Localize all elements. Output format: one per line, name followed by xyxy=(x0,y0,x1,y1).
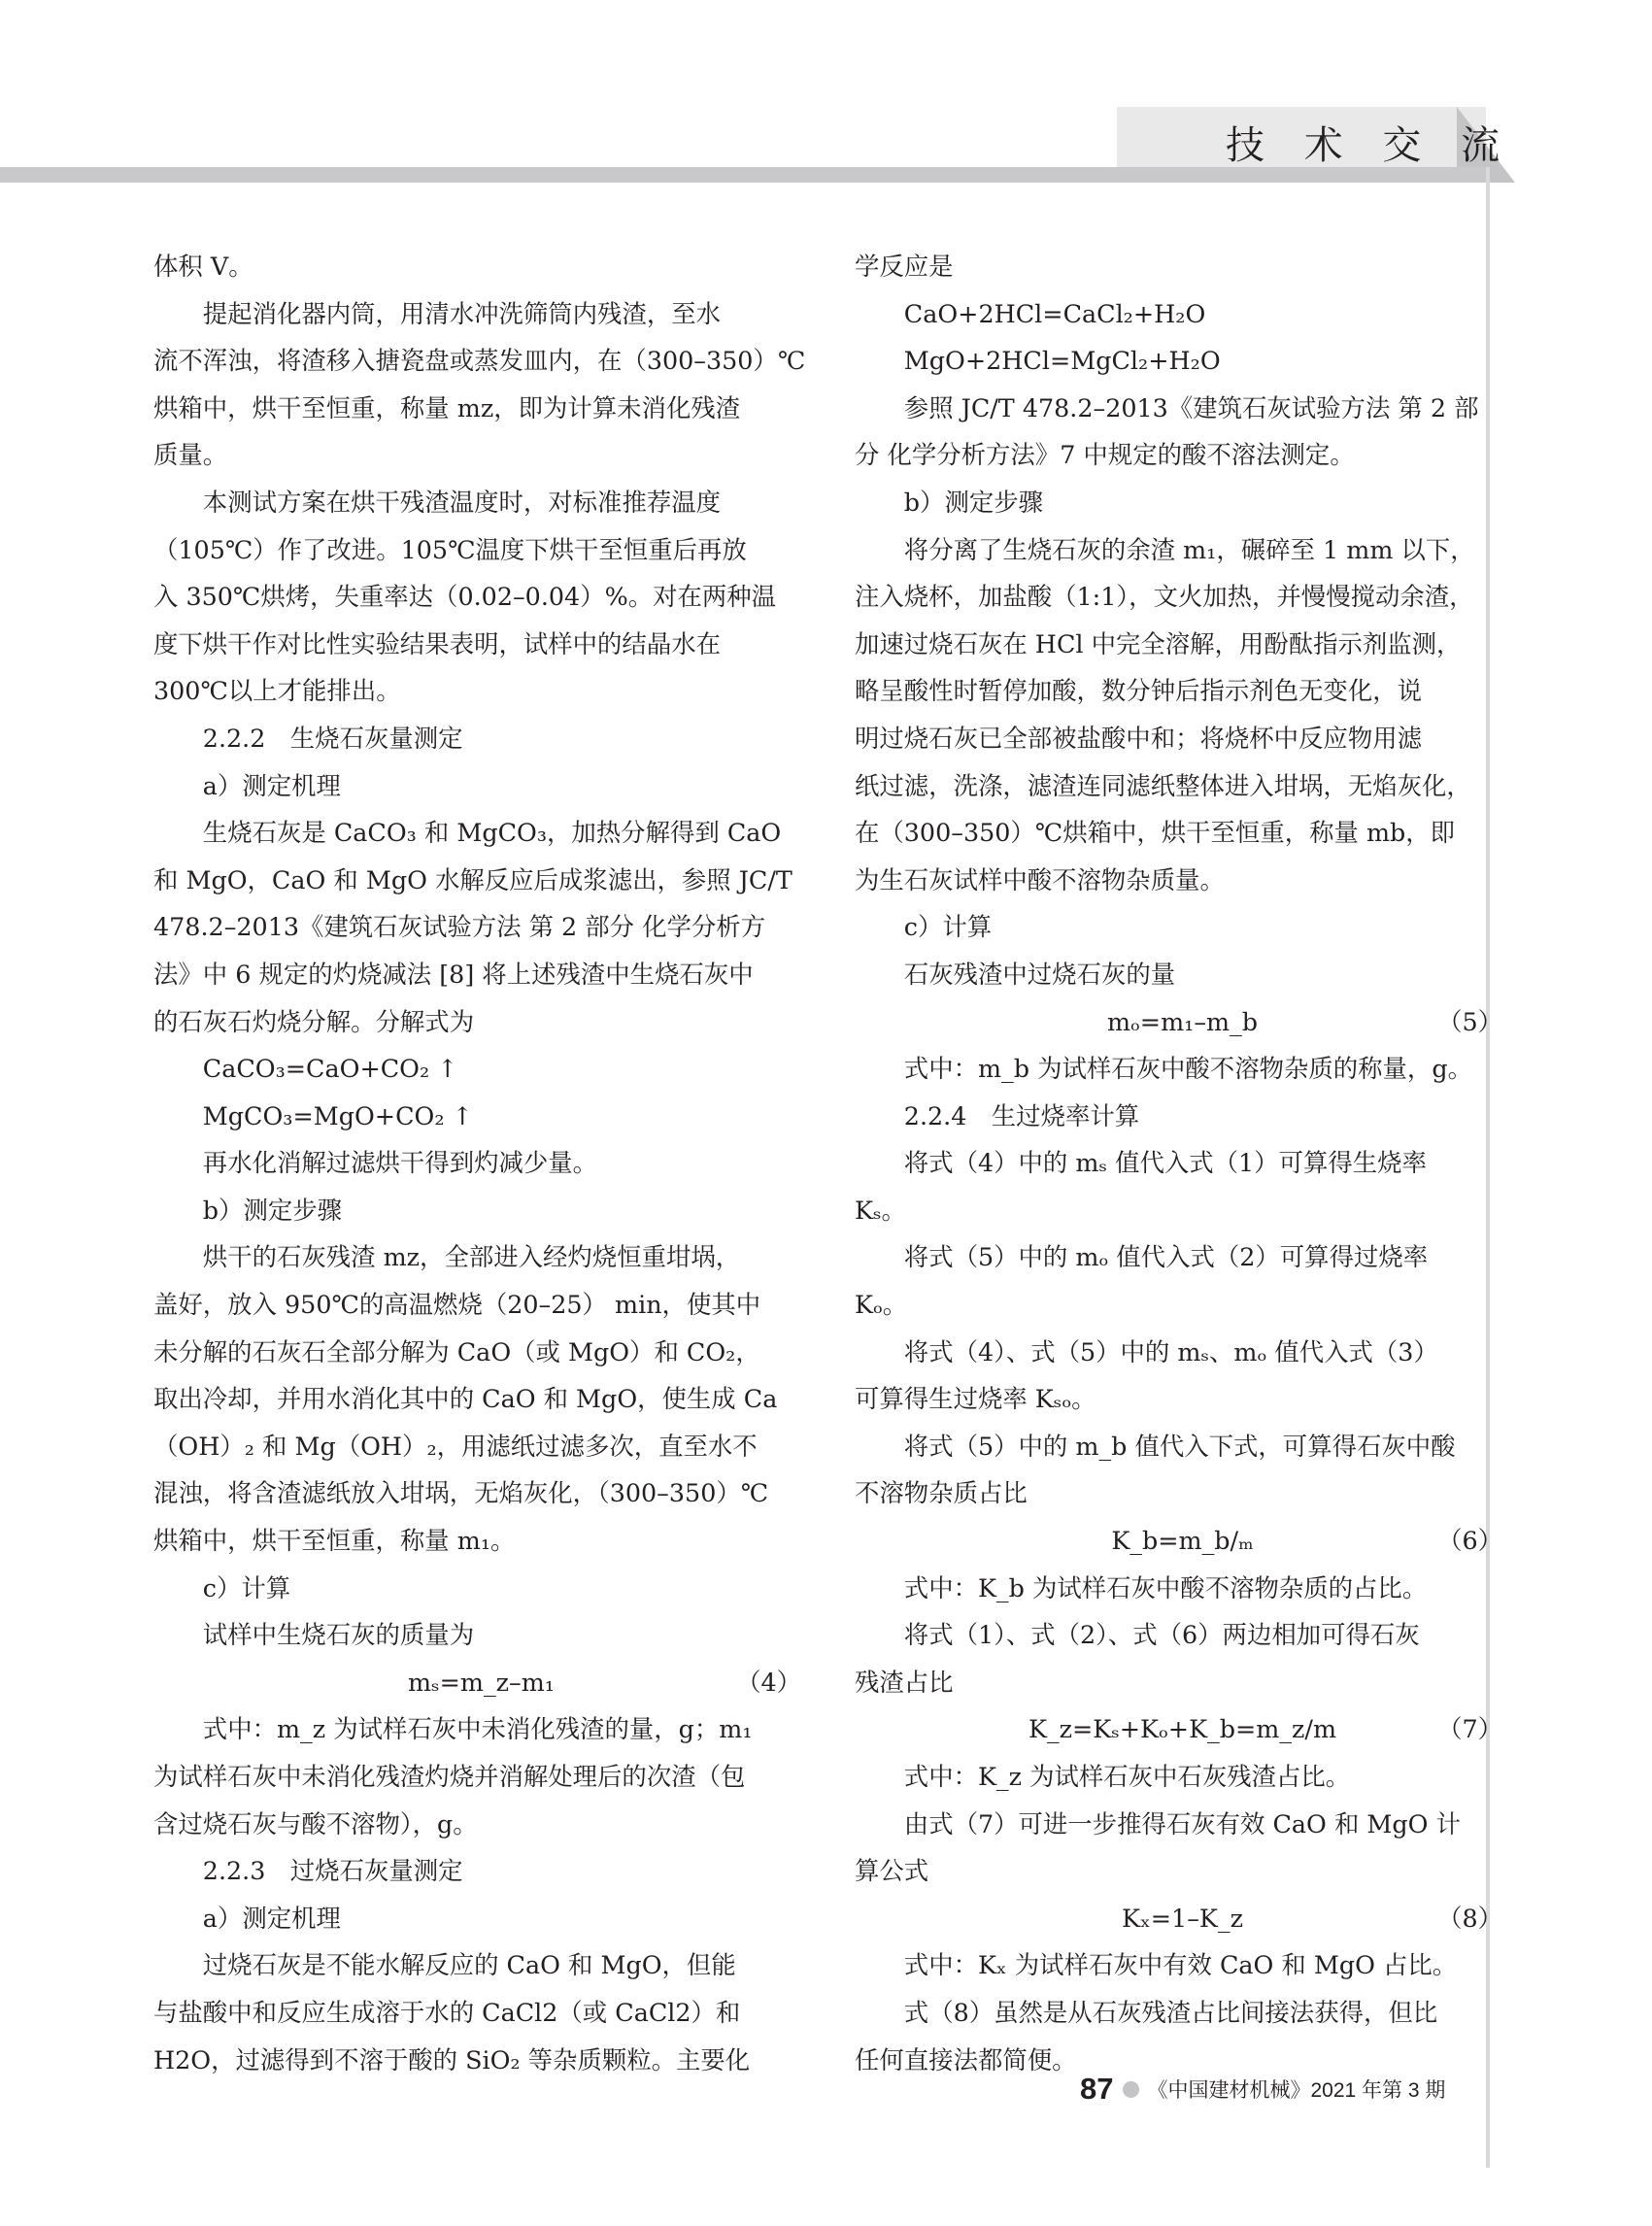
page-number: 87 xyxy=(1080,2072,1114,2106)
text-line: 烘箱中，烘干至恒重，称量 mz，即为计算未消化残渣 xyxy=(153,392,741,422)
text-line: 本测试方案在烘干残渣温度时，对标准推荐温度 xyxy=(202,487,721,517)
text-line: 烘箱中，烘干至恒重，称量 m₁。 xyxy=(153,1526,516,1556)
text-line: 参照 JC/T 478.2–2013《建筑石灰试验方法 第 2 部 xyxy=(903,392,1479,422)
text-line: 残渣占比 xyxy=(855,1667,954,1697)
text-line: 与盐酸中和反应生成溶于水的 CaCl2（或 CaCl2）和 xyxy=(153,1997,741,2027)
text-line: 为试样石灰中未消化残渣灼烧并消解处理后的次渣（包 xyxy=(153,1762,746,1791)
text-line: 2.2.2 生烧石灰量测定 xyxy=(202,723,463,753)
text-line: 将式（1）、式（2）、式（6）两边相加可得石灰 xyxy=(903,1620,1420,1650)
text-line: 略呈酸性时暂停加酸，数分钟后指示剂色无变化，说 xyxy=(855,676,1422,706)
equation-line xyxy=(855,998,1510,1046)
text-line: 质量。 xyxy=(153,440,228,470)
text-line: 2.2.4 生过烧率计算 xyxy=(903,1100,1140,1130)
text-line: 注入烧杯，加盐酸（1:1），文火加热，并慢慢搅动余渣， xyxy=(855,582,1474,612)
text-line: 烘干的石灰残渣 mz，全部进入经灼烧恒重坩埚， xyxy=(202,1242,741,1272)
equation-line xyxy=(153,1659,809,1706)
equation: Kₓ=1–K_z xyxy=(1122,1903,1243,1933)
text-line: 盖好，放入 950℃的高温燃烧（20–25） min，使其中 xyxy=(153,1290,761,1320)
text-line: 明过烧石灰已全部被盐酸中和；将烧杯中反应物用滤 xyxy=(855,723,1422,753)
text-line: 可算得生过烧率 Kₛₒ。 xyxy=(855,1384,1096,1414)
text-line: 任何直接法都简便。 xyxy=(855,2044,1077,2074)
equation-number: （5） xyxy=(1437,1006,1502,1036)
text-line: 石灰残渣中过烧石灰的量 xyxy=(903,959,1176,989)
text-line: 式（8）虽然是从石灰残渣占比间接法获得，但比 xyxy=(903,1997,1438,2027)
text-line: c）计算 xyxy=(202,1572,291,1602)
text-line: a）测定机理 xyxy=(202,770,341,800)
text-line: 分 化学分析方法》7 中规定的酸不溶法测定。 xyxy=(855,440,1355,470)
text-line: 含过烧石灰与酸不溶物），g。 xyxy=(153,1808,478,1838)
text-line: MgO+2HCl=MgCl₂+H₂O xyxy=(903,346,1221,376)
text-line: 体积 V。 xyxy=(153,252,253,281)
text-line: b）测定步骤 xyxy=(903,487,1044,517)
equation: K_z=Kₛ+Kₒ+K_b=m_z/m xyxy=(1028,1714,1337,1744)
equation-line xyxy=(855,1895,1510,1942)
equation-number: （7） xyxy=(1437,1714,1502,1744)
text-line: 流不浑浊，将渣移入搪瓷盘或蒸发皿内，在（300–350）℃ xyxy=(153,346,806,376)
text-line: （105℃）作了改进。105℃温度下烘干至恒重后再放 xyxy=(153,534,747,564)
text-line: MgCO₃=MgO+CO₂ ↑ xyxy=(202,1100,473,1130)
text-line: 试样中生烧石灰的质量为 xyxy=(202,1620,475,1650)
left-column xyxy=(153,243,809,2083)
text-line: 入 350℃烘烤，失重率达（0.02–0.04）%。对在两种温 xyxy=(153,582,777,612)
text-line: 生烧石灰是 CaCO₃ 和 MgCO₃，加热分解得到 CaO xyxy=(202,818,782,848)
text-line: CaCO₃=CaO+CO₂ ↑ xyxy=(202,1054,458,1084)
text-line: 式中：K_z 为试样石灰中石灰残渣占比。 xyxy=(903,1762,1351,1791)
text-line: 混浊，将含渣滤纸放入坩埚，无焰灰化，（300–350）℃ xyxy=(153,1478,769,1508)
text-line: 由式（7）可进一步推得石灰有效 CaO 和 MgO 计 xyxy=(903,1808,1461,1838)
text-line: 将分离了生烧石灰的余渣 m₁，碾碎至 1 mm 以下， xyxy=(903,534,1475,564)
text-line: 算公式 xyxy=(855,1856,929,1886)
text-line: 2.2.3 过烧石灰量测定 xyxy=(202,1856,463,1886)
text-line: 不溶物杂质占比 xyxy=(855,1478,1028,1508)
equation-line xyxy=(855,1517,1510,1565)
equation-number: （8） xyxy=(1437,1903,1502,1933)
text-line: 度下烘干作对比性实验结果表明，试样中的结晶水在 xyxy=(153,628,721,658)
text-line: 在（300–350）℃烘箱中，烘干至恒重，称量 mb，即 xyxy=(855,818,1456,848)
text-line: b）测定步骤 xyxy=(202,1195,343,1225)
text-line: 式中：m_b 为试样石灰中酸不溶物杂质的称量，g。 xyxy=(903,1054,1472,1084)
text-line: 式中：Kₓ 为试样石灰中有效 CaO 和 MgO 占比。 xyxy=(903,1950,1458,1980)
text-line: 法》中 6 规定的灼烧减法 [8] 将上述残渣中生烧石灰中 xyxy=(153,959,754,989)
footer-dot-icon xyxy=(1123,2081,1139,2098)
equation-number: （6） xyxy=(1437,1526,1502,1556)
text-line: 将式（5）中的 m_b 值代入下式，可算得石灰中酸 xyxy=(903,1431,1456,1461)
text-line: 将式（5）中的 mₒ 值代入式（2）可算得过烧率 xyxy=(903,1242,1429,1272)
equation: mₛ=m_z–m₁ xyxy=(407,1667,555,1697)
text-line: H2O，过滤得到不溶于酸的 SiO₂ 等杂质颗粒。主要化 xyxy=(153,2044,751,2074)
text-line: 学反应是 xyxy=(855,252,954,281)
text-line: 加速过烧石灰在 HCl 中完全溶解，用酚酞指示剂监测， xyxy=(855,628,1462,658)
text-line: （OH）₂ 和 Mg（OH）₂，用滤纸过滤多次，直至水不 xyxy=(153,1431,758,1461)
text-line: 的石灰石灼烧分解。分解式为 xyxy=(153,1006,475,1036)
text-line: 478.2–2013《建筑石灰试验方法 第 2 部分 化学分析方 xyxy=(153,912,766,942)
equation: mₒ=m₁–m_b xyxy=(1106,1006,1259,1036)
text-line: 为生石灰试样中酸不溶物杂质量。 xyxy=(855,864,1225,894)
text-line: 未分解的石灰石全部分解为 CaO（或 MgO）和 CO₂， xyxy=(153,1336,760,1366)
text-line: 式中：K_b 为试样石灰中酸不溶物杂质的占比。 xyxy=(903,1572,1428,1602)
text-line: 式中：m_z 为试样石灰中未消化残渣的量，g；m₁ xyxy=(202,1714,753,1744)
text-line: 将式（4）、式（5）中的 mₛ、mₒ 值代入式（3） xyxy=(903,1336,1438,1366)
text-line: 纸过滤，洗涤，滤渣连同滤纸整体进入坩埚，无焰灰化， xyxy=(855,770,1471,800)
page-footer xyxy=(1080,2072,1445,2107)
text-line: 将式（4）中的 mₛ 值代入式（1）可算得生烧率 xyxy=(903,1148,1427,1178)
text-line: Kₛ。 xyxy=(855,1195,906,1225)
text-line: a）测定机理 xyxy=(202,1903,341,1933)
text-line: Kₒ。 xyxy=(855,1290,908,1320)
equation-line xyxy=(855,1705,1510,1753)
text-line: CaO+2HCl=CaCl₂+H₂O xyxy=(903,298,1206,328)
text-line: 过烧石灰是不能水解反应的 CaO 和 MgO，但能 xyxy=(202,1950,736,1980)
text-line: 提起消化器内筒，用清水冲洗筛筒内残渣，至水 xyxy=(202,298,721,328)
equation: K_b=m_b/ₘ xyxy=(1111,1526,1254,1556)
journal-name: 《中国建材机械》2021 年第 3 期 xyxy=(1147,2079,1446,2102)
text-line: c）计算 xyxy=(903,912,993,942)
right-column xyxy=(855,243,1510,2083)
text-line: 和 MgO，CaO 和 MgO 水解反应后成浆滤出，参照 JC/T xyxy=(153,864,792,894)
text-line: 300℃以上才能排出。 xyxy=(153,676,401,706)
text-line: 再水化消解过滤烘干得到灼减少量。 xyxy=(202,1148,598,1178)
equation-number: （4） xyxy=(736,1667,801,1697)
text-line: 取出冷却，并用水消化其中的 CaO 和 MgO，使生成 Ca xyxy=(153,1384,778,1414)
section-title: 技 术 交 流 xyxy=(1226,123,1514,168)
